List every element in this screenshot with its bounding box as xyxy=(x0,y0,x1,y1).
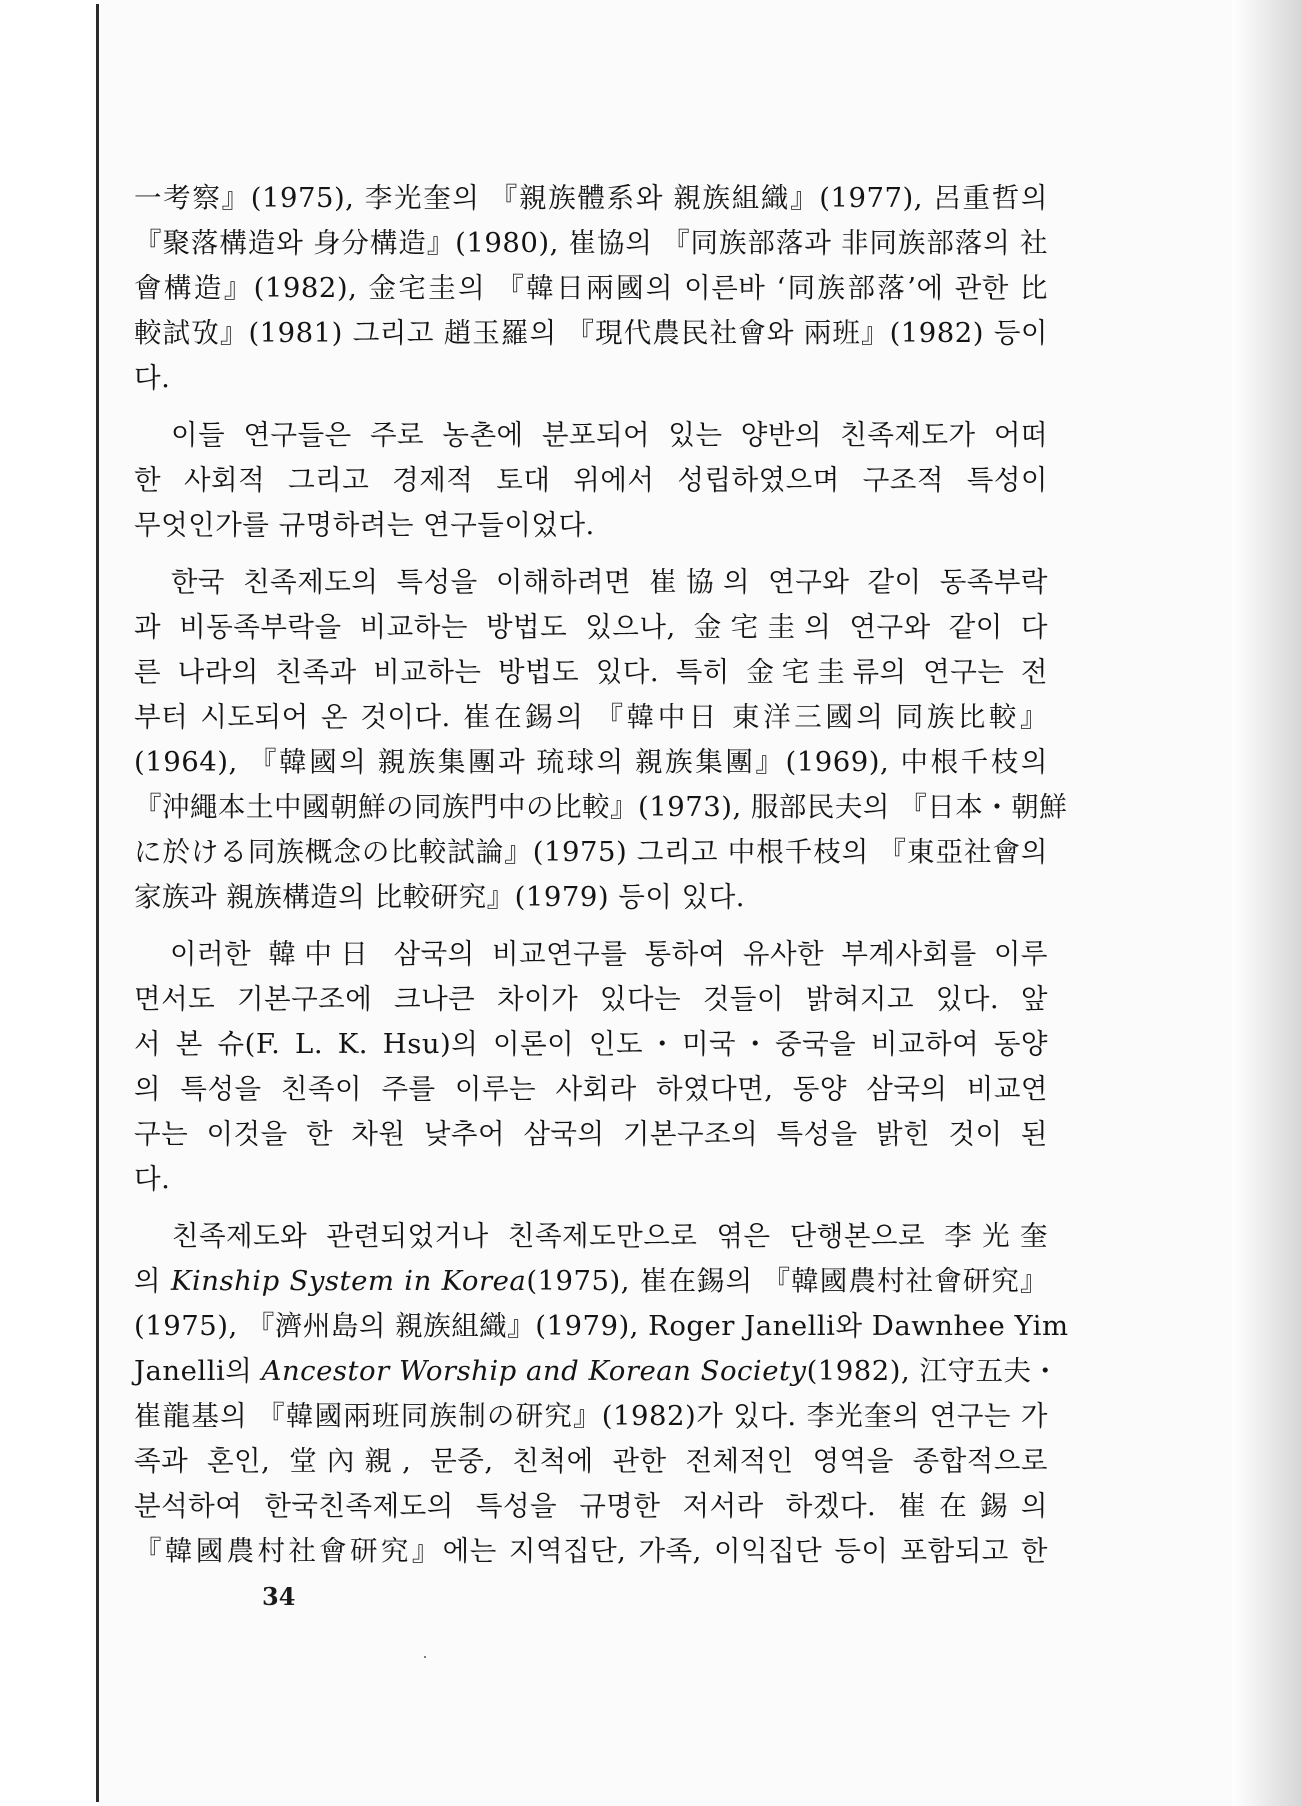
scan-speck xyxy=(424,1656,426,1658)
text-line: 의 특성을 친족이 주를 이루는 사회라 하였다면, 동양 삼국의 비교연 xyxy=(134,1073,1048,1105)
text-line: 崔龍基의 『韓國兩班同族制の研究』(1982)가 있다. 李光奎의 연구는 가 xyxy=(134,1400,1048,1432)
text-line: 분석하여 한국친족제도의 특성을 규명한 저서라 하겠다. 崔在錫의 xyxy=(134,1490,1048,1522)
text-line: 『聚落構造와 身分構造』(1980), 崔協의 『同族部落과 非同族部落의 社 xyxy=(134,227,1048,259)
text-line: 한국 친족제도의 특성을 이해하려면 崔協의 연구와 같이 동족부락 xyxy=(134,566,1048,598)
text-line: 한 사회적 그리고 경제적 토대 위에서 성립하였으며 구조적 특성이 xyxy=(134,464,1048,496)
page-number: 34 xyxy=(262,1582,296,1611)
text-line: (1964), 『韓國의 親族集團과 琉球의 親族集團』(1969), 中根千枝의 xyxy=(134,746,1048,778)
book-title-italic: Kinship System in Korea xyxy=(170,1265,527,1297)
text-line: 다. xyxy=(134,1163,171,1195)
text-line: に於ける同族概念の比較試論』(1975) 그리고 中根千枝의 『東亞社會의 xyxy=(134,836,1048,868)
text-line: 『沖繩本土中國朝鮮の同族門中の比較』(1973), 服部民夫의 『日本・朝鮮 xyxy=(134,791,1068,823)
text-line: 一考察』(1975), 李光奎의 『親族體系와 親族組織』(1977), 呂重哲의 xyxy=(134,182,1048,214)
text-line: (1975), 『濟州島의 親族組織』(1979), Roger Janelli와 Dawnhee Yim xyxy=(134,1310,1069,1342)
text-line: 친족제도와 관련되었거나 친족제도만으로 엮은 단행본으로 李光奎 xyxy=(134,1220,1048,1252)
text-line: 의 Kinship System in Korea(1975), 崔在錫의 『韓國農村社會研究』 xyxy=(134,1265,1049,1297)
text-line: 家族과 親族構造의 比較研究』(1979) 등이 있다. xyxy=(134,881,746,913)
body-text xyxy=(134,176,1069,1574)
text-line: 較試攷』(1981) 그리고 趙玉羅의 『現代農民社會와 兩班』(1982) 등이 xyxy=(134,317,1048,349)
left-page-margin xyxy=(0,0,100,1806)
book-title-italic: Ancestor Worship and Korean Society xyxy=(261,1355,807,1387)
text-line: 서 본 슈(F. L. K. Hsu)의 이론이 인도・미국・중국을 비교하여 동양 xyxy=(134,1028,1048,1060)
text-line: 다. xyxy=(134,362,171,394)
book-spine-edge xyxy=(96,4,99,1802)
text-line: 會構造』(1982), 金宅圭의 『韓日兩國의 이른바 ‘同族部落’에 관한 比 xyxy=(134,272,1048,304)
right-page-shadow xyxy=(1232,0,1302,1806)
text-line: 무엇인가를 규명하려는 연구들이었다. xyxy=(134,509,595,541)
text-line: 이들 연구들은 주로 농촌에 분포되어 있는 양반의 친족제도가 어떠 xyxy=(134,419,1048,451)
text-line: 과 비동족부락을 비교하는 방법도 있으나, 金宅圭의 연구와 같이 다 xyxy=(134,611,1048,643)
text-line: 족과 혼인, 堂內親, 문중, 친척에 관한 전체적인 영역을 종합적으로 xyxy=(134,1445,1048,1477)
text-line: 『韓國農村社會研究』에는 지역집단, 가족, 이익집단 등이 포함되고 한 xyxy=(134,1535,1048,1567)
text-line: 부터 시도되어 온 것이다. 崔在錫의 『韓中日 東洋三國의 同族比較』 xyxy=(134,701,1048,733)
text-line: 면서도 기본구조에 크나큰 차이가 있다는 것들이 밝혀지고 있다. 앞 xyxy=(134,983,1048,1015)
text-line: 구는 이것을 한 차원 낮추어 삼국의 기본구조의 특성을 밝힌 것이 된 xyxy=(134,1118,1048,1150)
text-line: 른 나라의 친족과 비교하는 방법도 있다. 특히 金宅圭류의 연구는 전 xyxy=(134,656,1048,688)
text-line: 이러한 韓中日 삼국의 비교연구를 통하여 유사한 부계사회를 이루 xyxy=(134,938,1048,970)
text-line: Janelli의 Ancestor Worship and Korean Society(1982), 江守五夫・ xyxy=(134,1355,1060,1387)
